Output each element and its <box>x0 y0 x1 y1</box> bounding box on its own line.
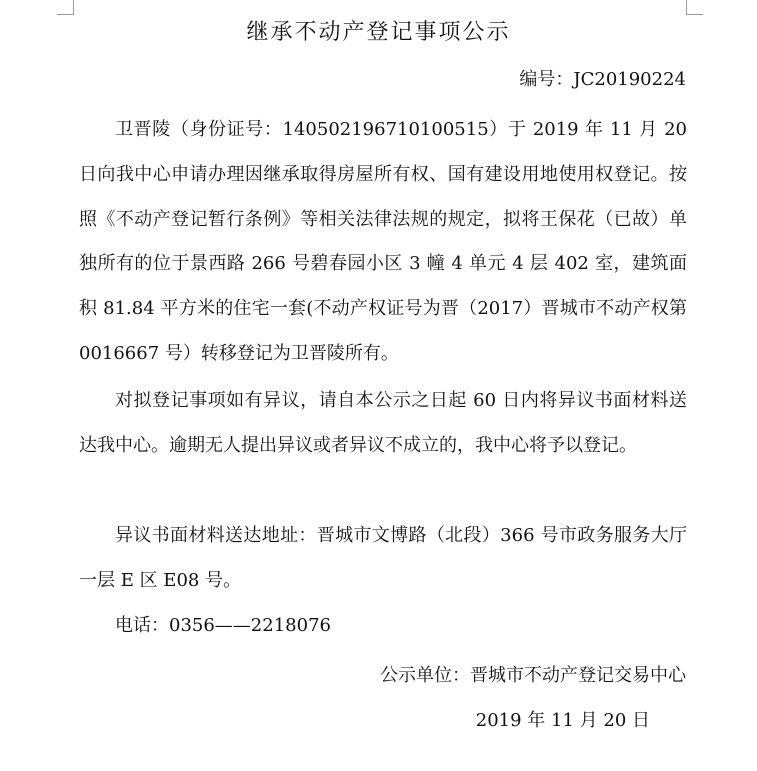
paragraph-objection-address: 异议书面材料送达地址：晋城市文博路（北段）366 号市政务服务大厅一层 E 区 E08 号。 <box>79 525 687 591</box>
paragraph-phone: 电话：0356——2218076 <box>115 615 331 636</box>
paragraph-objection-notice: 对拟登记事项如有异议，请自本公示之日起 60 日内将异议书面材料送达我中心。逾期无人提出异议或者异议不成立的，我中心将予以登记。 <box>79 390 687 456</box>
paragraph-application: 卫晋陵（身份证号：140502196710100515）于 2019 年 11 月 20 日向我中心申请办理因继承取得房屋所有权、国有建设用地使用权登记。按照《不动产登记暂行条例》等相关法律法规的规定，拟将王保花（已故）单独所有的位于景西路 266 号碧春园小区 3 幢 4 单元 4 层 402 室，建筑面积 81.84 平方米的住宅一套(不动产权证号为晋（2017）晋城市不动产权第 0016667 号）转移登记为卫晋陵所有。 <box>79 119 687 364</box>
issue-date: 2019 年 11 月 20 日 <box>475 710 650 731</box>
issuing-unit: 公示单位：晋城市不动产登记交易中心 <box>380 665 686 686</box>
crop-mark-top-left <box>57 0 74 15</box>
document-title: 继承不动产登记事项公示 <box>246 20 511 45</box>
crop-mark-top-right <box>686 0 703 15</box>
document-number: 编号：JC20190224 <box>519 69 686 90</box>
